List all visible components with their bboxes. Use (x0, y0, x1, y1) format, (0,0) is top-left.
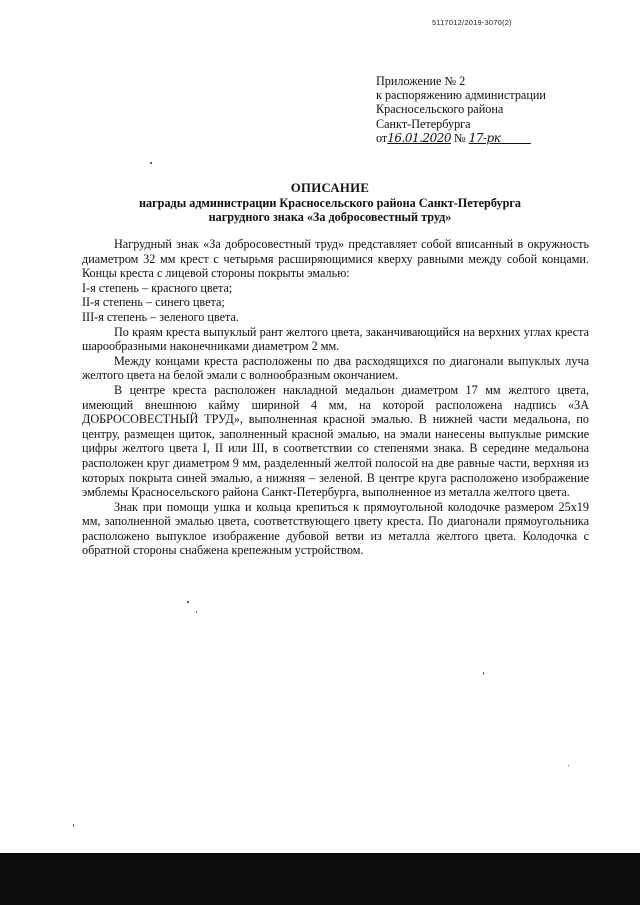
handwritten-number: 17-рк (468, 130, 501, 145)
date-prefix: от (376, 130, 388, 145)
degree-item-first: I-я степень – красного цвета; (82, 280, 233, 295)
degree-item-third: III-я степень – зеленого цвета. (82, 309, 239, 324)
title-block (90, 181, 570, 224)
paragraph-medallion: В центре креста расположен накладной медальон диаметром 17 мм желтого цвета, имеющий внешнюю кайму шириной 4 мм, на которой расположена надпись «ЗА ДОБРОСОВЕСТНЫЙ ТРУД», выполненная красной эмалью. В нижней части медальона, по центру, размещен щиток, заполненный красной эмалью, на эмали нанесены выпуклые римские цифры желтого цвета I, II или III, в соответствии со степенями знака. В середине медальона расположен круг диаметром 9 мм, разделенный желтой полосой на две равные части, верхняя из которых покрыта синей эмалью, а нижняя – зеленой. В центре круга расположено изображение эмблемы Красносельского района Санкт-Петербурга, выполненное из металла желтого цвета. (82, 382, 589, 500)
paragraph-badge-overview: Нагрудный знак «За добросовестный труд» представляет собой вписанный в окружность диаметром 32 мм крест с четырьмя расширяющимися кверху равными между собой концами. Концы креста с лицевой стороны покрыты эмалью: (82, 237, 589, 281)
scan-speck (568, 765, 569, 766)
appendix-reference-line: к распоряжению администрации (376, 88, 546, 103)
handwritten-date: 16.01.2020 (387, 130, 451, 145)
document-title: ОПИСАНИЕ (290, 181, 370, 195)
appendix-city-line: Санкт-Петербурга (376, 116, 471, 131)
scan-speck (196, 611, 197, 613)
paragraph-rays: Между концами креста расположены по два расходящихся по диагонали выпуклых луча желтого цвета на белой эмали с волнообразным окончанием. (82, 353, 589, 383)
scan-speck (483, 672, 484, 675)
document-subtitle-badge: нагрудного знака «За добросовестный труд» (208, 210, 452, 224)
degree-item-second: II-я степень – синего цвета; (82, 295, 225, 310)
appendix-block (376, 74, 606, 145)
scan-speck (187, 601, 189, 603)
scan-speck (150, 162, 152, 164)
scan-speck (73, 824, 74, 827)
appendix-title: Приложение № 2 (376, 74, 466, 88)
scan-edge-band (0, 853, 640, 905)
paragraph-ribbon-bar: Знак при помощи ушка и кольца крепиться к прямоугольной колодочке размером 25x19 мм, заполненной эмалью цвета, соответствующего цвету креста. По диагонали прямоугольника расположено выпуклое изображение дубовой ветви из металла желтого цвета. Колодочка с обратной стороны снабжена крепежным устройством. (82, 499, 589, 558)
document-subtitle-award: награды администрации Красносельского района Санкт-Петербурга (139, 196, 521, 210)
number-prefix: № (454, 130, 466, 145)
appendix-date-number-line (376, 131, 606, 145)
document-body (82, 237, 589, 558)
document-registration-number: 5117012/2019-3070(2) (432, 18, 512, 27)
paragraph-cross-rim: По краям креста выпуклый рант желтого цвета, заканчивающийся на верхних углах креста шарообразными наконечниками диаметром 2 мм. (82, 324, 589, 354)
appendix-district-line: Красносельского района (376, 102, 504, 117)
number-underline-tail (500, 131, 530, 145)
